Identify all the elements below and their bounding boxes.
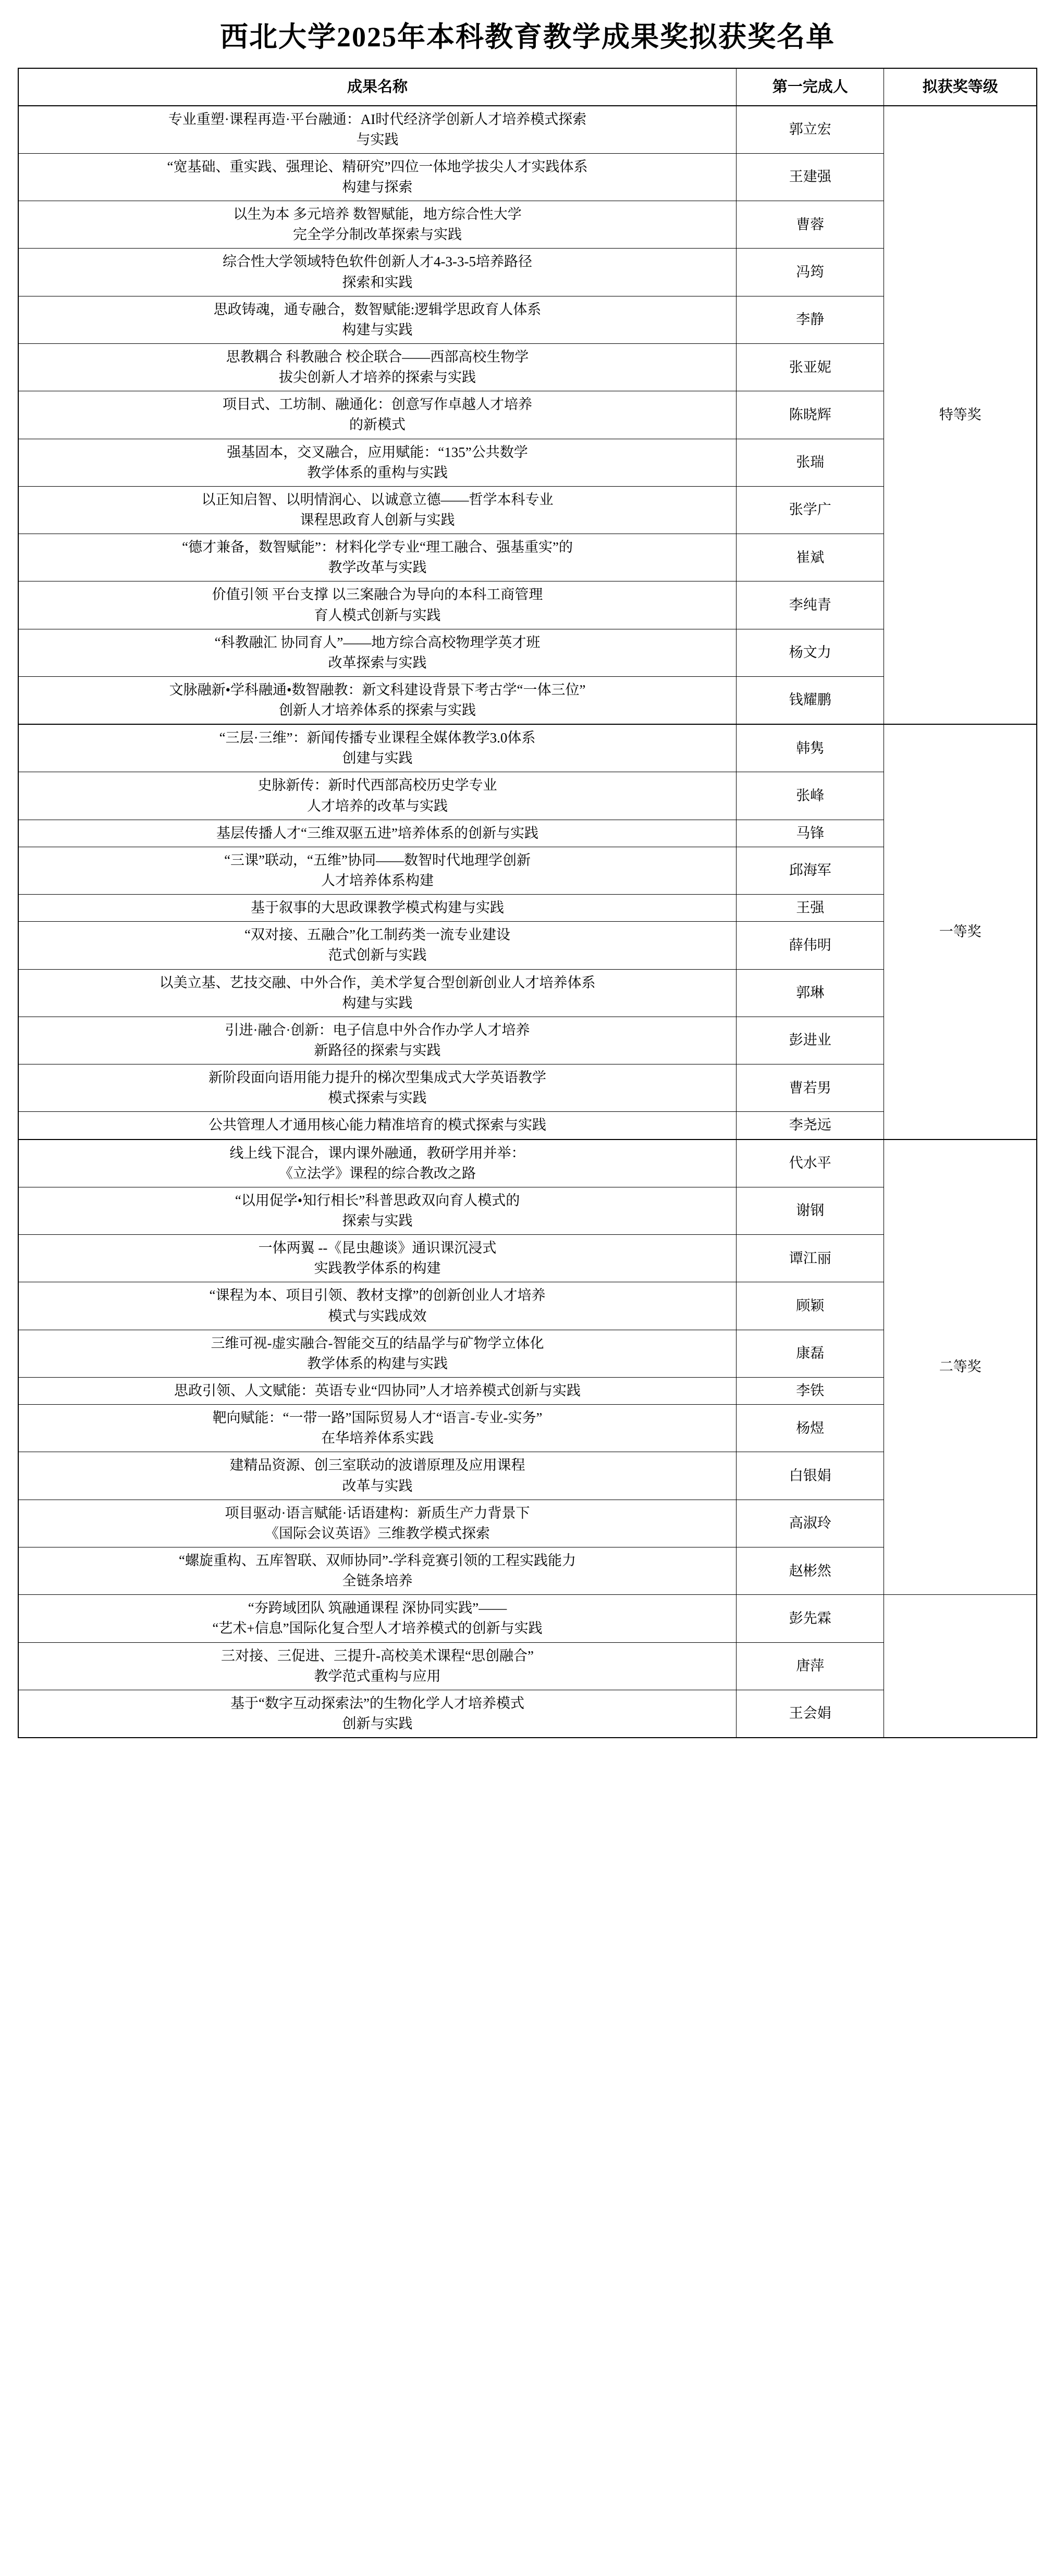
achievement-name-cell: [18, 1064, 737, 1112]
achievement-name-line: “三课”联动，“五维”协同——数智时代地理学创新: [224, 852, 531, 868]
achievement-name-cell: [18, 922, 737, 969]
first-author-cell: 代水平: [737, 1140, 884, 1187]
first-author-cell: 白银娟: [737, 1452, 884, 1500]
achievement-name-cell: [18, 1330, 737, 1377]
achievement-name-line: 课程思政育人创新与实践: [300, 512, 455, 528]
first-author-cell: 崔斌: [737, 534, 884, 581]
first-author-cell: 唐萍: [737, 1642, 884, 1690]
achievement-name-line: 项目式、工坊制、融通化：创意写作卓越人才培养: [223, 397, 533, 413]
achievement-name-line: “课程为本、项目引领、教材支撑”的创新创业人才培养: [209, 1287, 546, 1304]
table-body: [18, 106, 1037, 1738]
first-author-cell: 郭立宏: [737, 106, 884, 154]
achievement-name-line: 拔尖创新人才培养的探索与实践: [279, 369, 476, 386]
achievement-name-cell: [18, 1112, 737, 1140]
achievement-name-cell: [18, 676, 737, 724]
achievement-name-line: 创建与实践: [342, 750, 413, 766]
achievement-name-line: 构建与实践: [342, 995, 413, 1011]
first-author-cell: 钱耀鹏: [737, 676, 884, 724]
first-author-cell: 谭江丽: [737, 1235, 884, 1282]
achievement-name-cell: [18, 969, 737, 1017]
first-author-cell: 邱海军: [737, 847, 884, 894]
achievement-name-line: 一体两翼 --《昆虫趣谈》通识课沉浸式: [258, 1240, 497, 1256]
achievement-name-line: “宽基础、重实践、强理论、精研究”四位一体地学拔尖人才实践体系: [167, 158, 588, 175]
achievement-name-line: 人才培养体系构建: [321, 873, 434, 889]
first-author-cell: 李纯青: [737, 581, 884, 629]
achievement-name-line: 建精品资源、创三室联动的波谱原理及应用课程: [229, 1457, 525, 1473]
award-list-table: [18, 68, 1037, 1739]
first-author-cell: 张学广: [737, 486, 884, 534]
achievement-name-cell: [18, 1500, 737, 1547]
achievement-name-line: 引进·融合·创新：电子信息中外合作办学人才培养: [225, 1022, 530, 1038]
first-author-cell: 王强: [737, 895, 884, 922]
achievement-name-line: 模式与实践成效: [328, 1308, 427, 1324]
achievement-name-line: 实践教学体系的构建: [314, 1260, 441, 1277]
achievement-name-line: “艺术+信息”国际化复合型人才培养模式的创新与实践: [212, 1620, 543, 1637]
achievement-name-cell: [18, 724, 737, 772]
column-header-level: 拟获奖等级: [884, 68, 1037, 106]
award-level-cell: 特等奖: [884, 106, 1037, 725]
achievement-name-cell: [18, 296, 737, 343]
achievement-name-line: 全链条培养: [342, 1573, 413, 1589]
achievement-name-line: 思政引领、人文赋能：英语专业“四协同”人才培养模式创新与实践: [174, 1383, 581, 1398]
first-author-cell: 赵彬然: [737, 1547, 884, 1594]
achievement-name-line: 新阶段面向语用能力提升的梯次型集成式大学英语教学: [208, 1070, 547, 1086]
table-header-row: [18, 68, 1037, 106]
table-row: [18, 1140, 1037, 1187]
achievement-name-cell: [18, 1595, 737, 1642]
achievement-name-line: 完全学分制改革探索与实践: [293, 227, 462, 243]
first-author-cell: 顾颖: [737, 1282, 884, 1330]
first-author-cell: 陈晓辉: [737, 391, 884, 439]
achievement-name-line: “夯跨域团队 筑融通课程 深协同实践”——: [248, 1600, 507, 1616]
table-row: [18, 1642, 1037, 1690]
first-author-cell: 杨煜: [737, 1405, 884, 1452]
achievement-name-cell: [18, 343, 737, 391]
achievement-name-cell: [18, 249, 737, 296]
achievement-name-line: 史脉新传：新时代西部高校历史学专业: [257, 777, 497, 794]
achievement-name-line: 以正知启智、以明情润心、以诚意立德——哲学本科专业: [201, 491, 554, 507]
achievement-name-line: 公共管理人才通用核心能力精准培育的模式探索与实践: [208, 1117, 547, 1133]
achievement-name-cell: [18, 106, 737, 154]
achievement-name-cell: [18, 486, 737, 534]
award-level-cell: 一等奖: [884, 724, 1037, 1139]
achievement-name-line: 改革探索与实践: [328, 654, 427, 671]
first-author-cell: 韩隽: [737, 724, 884, 772]
achievement-name-line: 构建与探索: [342, 179, 413, 195]
first-author-cell: 彭先霖: [737, 1595, 884, 1642]
first-author-cell: 张瑞: [737, 439, 884, 486]
first-author-cell: 康磊: [737, 1330, 884, 1377]
achievement-name-cell: [18, 1547, 737, 1594]
achievement-name-line: 范式创新与实践: [328, 947, 427, 963]
first-author-cell: 郭琳: [737, 969, 884, 1017]
achievement-name-cell: [18, 1017, 737, 1064]
achievement-name-cell: [18, 772, 737, 820]
achievement-name-line: 综合性大学领域特色软件创新人才4-3-3-5培养路径: [223, 254, 533, 270]
achievement-name-cell: [18, 1378, 737, 1405]
achievement-name-cell: [18, 1405, 737, 1452]
first-author-cell: 薛伟明: [737, 922, 884, 969]
first-author-cell: 冯筠: [737, 249, 884, 296]
achievement-name-cell: [18, 1282, 737, 1330]
first-author-cell: 曹蓉: [737, 201, 884, 249]
first-author-cell: 曹若男: [737, 1064, 884, 1112]
achievement-name-cell: [18, 1690, 737, 1738]
achievement-name-line: 教学改革与实践: [328, 560, 427, 576]
achievement-name-line: 以美立基、艺技交融、中外合作，美术学复合型创新创业人才培养体系: [159, 974, 596, 990]
first-author-cell: 王建强: [737, 153, 884, 201]
achievement-name-line: 改革与实践: [342, 1478, 413, 1494]
achievement-name-cell: [18, 629, 737, 676]
achievement-name-line: “三层·三维”：新闻传播专业课程全媒体教学3.0体系: [219, 730, 536, 746]
achievement-name-line: 探索与实践: [342, 1213, 413, 1229]
first-author-cell: 王会娟: [737, 1690, 884, 1738]
achievement-name-line: 教学范式重构与应用: [314, 1668, 441, 1684]
achievement-name-line: “科教融汇 协同育人”——地方综合高校物理学英才班: [214, 634, 541, 650]
table-row: [18, 106, 1037, 154]
first-author-cell: 李尧远: [737, 1112, 884, 1140]
achievement-name-line: 价值引领 平台支撑 以三案融合为导向的本科工商管理: [212, 587, 543, 603]
column-header-person: 第一完成人: [737, 68, 884, 106]
first-author-cell: 高淑玲: [737, 1500, 884, 1547]
award-level-cell: 二等奖: [884, 1140, 1037, 1595]
first-author-cell: 李静: [737, 296, 884, 343]
achievement-name-cell: [18, 391, 737, 439]
achievement-name-line: 构建与实践: [342, 321, 413, 338]
achievement-name-line: “双对接、五融合”化工制药类一流专业建设: [244, 927, 511, 943]
achievement-name-line: 探索和实践: [342, 274, 413, 290]
first-author-cell: 李铁: [737, 1378, 884, 1405]
achievement-name-line: “以用促学•知行相长”科普思政双向育人模式的: [235, 1192, 520, 1208]
achievement-name-line: 模式探索与实践: [328, 1090, 427, 1106]
table-row: [18, 724, 1037, 772]
achievement-name-line: 思政铸魂，通专融合，数智赋能:逻辑学思政育人体系: [213, 301, 542, 317]
achievement-name-line: 《立法学》课程的综合教改之路: [279, 1165, 476, 1181]
achievement-name-line: 的新模式: [349, 417, 406, 433]
page-title: 西北大学2025年本科教育教学成果奖拟获奖名单: [220, 21, 835, 53]
achievement-name-line: 以生为本 多元培养 数智赋能，地方综合性大学: [233, 206, 522, 222]
achievement-name-line: 创新与实践: [342, 1715, 413, 1731]
achievement-name-line: 《国际会议英语》三维教学模式探索: [265, 1525, 490, 1541]
achievement-name-cell: [18, 895, 737, 922]
achievement-name-cell: [18, 534, 737, 581]
table-header: [18, 68, 1037, 106]
achievement-name-line: 教学体系的构建与实践: [307, 1355, 448, 1371]
achievement-name-line: 思教耦合 科教融合 校企联合——西部高校生物学: [226, 349, 529, 365]
achievement-name-line: “螺旋重构、五库智联、双师协同”-学科竞赛引领的工程实践能力: [179, 1552, 576, 1568]
first-author-cell: 杨文力: [737, 629, 884, 676]
achievement-name-line: 靶向赋能：“一带一路”国际贸易人才“语言-专业-实务”: [212, 1410, 543, 1426]
achievement-name-line: 线上线下混合，课内课外融通，教研学用并举：: [229, 1145, 525, 1161]
achievement-name-line: 基于叙事的大思政课教学模式构建与实践: [251, 900, 505, 916]
achievement-name-line: 新路径的探索与实践: [314, 1043, 441, 1059]
achievement-name-line: 基层传播人才“三维双驱五进”培养体系的创新与实践: [216, 825, 539, 841]
achievement-name-line: 人才培养的改革与实践: [307, 798, 448, 814]
achievement-name-cell: [18, 201, 737, 249]
achievement-name-line: 与实践: [356, 131, 399, 147]
first-author-cell: 张亚妮: [737, 343, 884, 391]
achievement-name-line: 文脉融新•学科融通•数智融教：新文科建设背景下考古学“一体三位”: [169, 682, 586, 698]
achievement-name-line: “德才兼备，数智赋能”：材料化学专业“理工融合、强基重实”的: [182, 539, 573, 555]
achievement-name-cell: [18, 1642, 737, 1690]
first-author-cell: 彭进业: [737, 1017, 884, 1064]
achievement-name-line: 育人模式创新与实践: [314, 607, 441, 623]
achievement-name-cell: [18, 1187, 737, 1234]
achievement-name-cell: [18, 820, 737, 847]
achievement-name-line: 专业重塑·课程再造·平台融通：AI时代经济学创新人才培养模式探索: [168, 111, 587, 127]
achievement-name-line: 三对接、三促进、三提升-高校美术课程“思创融合”: [221, 1648, 534, 1664]
first-author-cell: 谢钢: [737, 1187, 884, 1234]
achievement-name-line: 三维可视-虚实融合-智能交互的结晶学与矿物学立体化: [211, 1335, 544, 1351]
achievement-name-line: 强基固本，交叉融合，应用赋能：“135”公共数学: [227, 444, 528, 460]
column-header-name: 成果名称: [18, 68, 737, 106]
achievement-name-cell: [18, 153, 737, 201]
achievement-name-line: 创新人才培养体系的探索与实践: [279, 702, 476, 719]
achievement-name-cell: [18, 439, 737, 486]
table-row: [18, 1690, 1037, 1738]
achievement-name-cell: [18, 1452, 737, 1500]
achievement-name-cell: [18, 1235, 737, 1282]
achievement-name-cell: [18, 1140, 737, 1187]
achievement-name-line: 教学体系的重构与实践: [307, 464, 448, 480]
achievement-name-line: 项目驱动·语言赋能·话语建构：新质生产力背景下: [225, 1505, 530, 1521]
achievement-name-cell: [18, 581, 737, 629]
table-row: [18, 1595, 1037, 1642]
achievement-name-line: 基于“数字互动探索法”的生物化学人才培养模式: [230, 1695, 525, 1711]
achievement-name-cell: [18, 847, 737, 894]
achievement-name-line: 在华培养体系实践: [321, 1430, 434, 1446]
first-author-cell: 马锋: [737, 820, 884, 847]
first-author-cell: 张峰: [737, 772, 884, 820]
